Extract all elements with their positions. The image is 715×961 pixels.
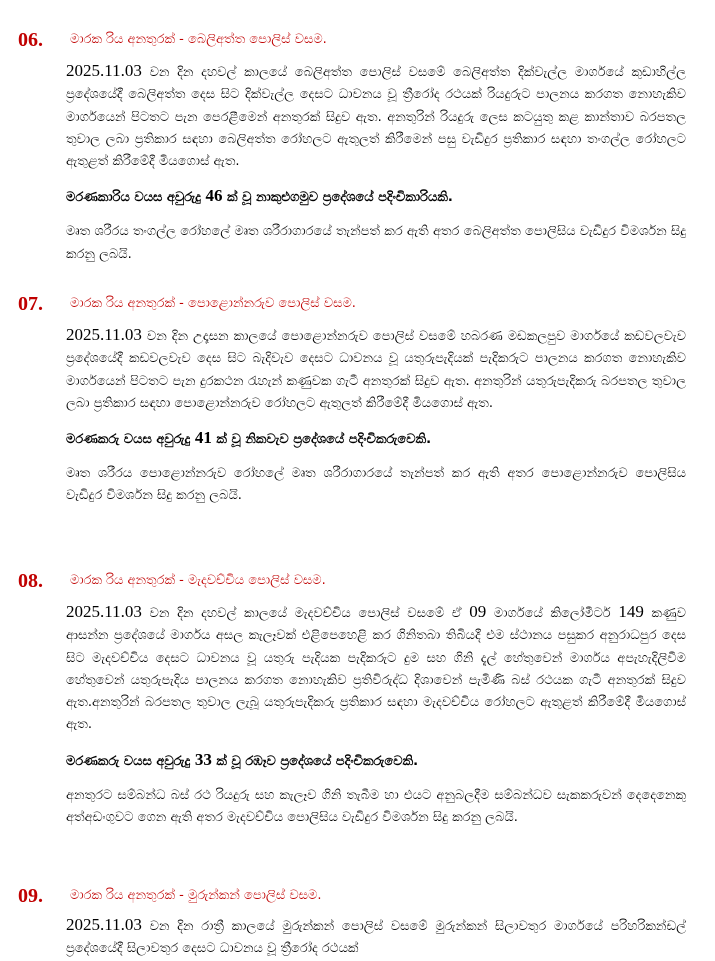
entry-body: 2025.11.03 වන දින දහවල් කාලයේ මැදවච්චිය පොලිස් වසමේ ඒ 09 මාර්ගයේ කිලෝමීටර් 149 කණුව ආසන්න ප්‍රදේශයේ මාර්ගය අසල කැලෑවක් එළිපෙහෙළි කර ගිනිතබා තිබියදී එම ස්ථානය පසුකර අනුරාධපුර දෙස සිට මැදවච්චිය දෙසට ධාවනය වූ යතුරු පැදියක පැදිකරුට දුම සහ ගිනි දැල් හේතුවෙන් මාර්ගය අපැහැදිලිවීම හේතුවෙන් යතුරුපැදිය පාලනය කරගත නොහැකිව ප්‍රතිවිරුද්ධ දිශාවෙන් පැමිණි බස් රථයක ගැටී අනතුරක් සිදුව ඇත.අනතුරින් බරපතල තුවාල ලැබූ යතුරුපැදිකරු ප්‍රතිකාර සඳහා මැදවච්චිය රෝහලට ඇතුළත් කිරීමේදී මියගොස් ඇත. [66,602,687,733]
victim-age: 41 [194,428,212,448]
entry-number: 09. [18,885,43,907]
incident-date: 2025.11.03 [66,602,142,621]
entry-title: මාරක රිය අනතුරක් - මැදවච්චිය පොලිස් වසම. [70,573,326,588]
closing-note: අනතුරට සම්බන්ධ බස් රථ රියදුරු සහ කැලෑව ගිනි තැබීම හා එයට අනුබලදීම සම්බන්ධව සැකකරුවන් දෙදෙනෙකු අත්අඩංගුවට ගෙන ඇති අතර මැදවච්චිය පොලිසිය වැඩිදුර විමර්ශන සිදු කරනු ලබයි. [66,787,686,826]
incident-date: 2025.11.03 [66,325,142,344]
accident-entry-08 [0,569,715,829]
kilometer-post: 149 [618,602,644,621]
entry-number: 08. [18,570,43,592]
entry-number: 06. [18,29,43,51]
entry-title: මාරක රිය අනතුරක් - පොළොන්නරුව පොලිස් වසම. [70,296,356,311]
victim-info: මරණකරු වයස අවුරුදු 33 ක් වූ රඹෑව ප්‍රදේශයේ පදිංචිකරුවෙකි. [66,749,419,769]
accident-entry-06 [0,28,715,266]
entry-body: 2025.11.03 වන දින දහවල් කාලයේ බෙලිඅත්ත පොලිස් වසමේ බෙලිඅත්ත දික්වැල්ල මාර්ගයේ කුඩාහිල්ල ප්‍රදේශයේදී බෙලිඅත්ත දෙස සිට දික්වැල්ල දෙසට ධාවනය වූ ත්‍රීරෝද රථයක් රියදුරුට පාලනය කරගත නොහැකිව මාර්ගයෙන් පිටතට පැන පෙරළීමෙන් අනතුරක් සිදුව ඇත. අනතුරින් රියදුරු ලෙස කටයුතු කළ කාන්තාව බරපතල තුවාල ලබා ප්‍රතිකාර සඳහා බෙලිඅත්ත රෝහලට ඇතුලත් කිරීමෙන් පසු වැඩිදුර ප්‍රතිකාර සඳහා තංගල්ල රෝහලට ඇතුළත් කිරීමේදී මියගොස් ඇත. [66,61,686,170]
closing-note: මෘත ශරීරය පොළොන්නරුව රෝහලේ මෘත ශරීරාගාරයේ තැන්පත් කර ඇති අතර පොළොන්නරුව පොලිසිය වැඩිදුර විමර්ශන සිදු කරනු ලබයි. [66,466,686,504]
entry-title: මාරක රිය අනතුරක් - මුරුන්කන් පොලිස් වසම. [70,888,322,903]
victim-age: 46 [205,186,223,206]
victim-info: මරණකාරිය වයස අවුරුදු 46 ක් වූ නාකුළුගමුව ප්‍රදේශයේ පදිංචිකාරියකි. [66,186,453,206]
entry-body: 2025.11.03 වන දින උදෑසන කාලයේ පොළොන්නරුව පොලිස් වසමේ හබරණ මඩකලපුව මාර්ගයේ කඩවලවැව ප්‍රදේශයේදී කඩවලවැව දෙස සිට බැදිවැව දෙසට ධාවනය වූ යතුරුපැදියක් පැදිකරුට පාලනය කරගත නොහැකිව මාර්ගයෙන් පිටතට පැන දුරකථන රැහැන් කණුවක ගැටී අනතුරක් සිදුව ඇත. අනතුරින් යතුරුපැදිකරු බරපතල තුවාල ලබා ප්‍රතිකාර සඳහා පොළොන්නරුව රෝහලට ඇතුලත් කිරීමේදී මියගොස් ඇත. [66,325,686,411]
accident-entry-07 [0,292,715,508]
closing-note: මෘත ශරීරය තංගල්ල රෝහලේ මෘත ශරීරාගාරයේ තැන්පත් කර ඇති අතර බෙලිඅත්ත පොලිසිය වැඩිදුර විමර්ශන සිදු කරනු ලබයි. [66,224,686,262]
incident-date: 2025.11.03 [66,915,142,934]
entry-title: මාරක රිය අනතුරක් - බෙලිඅත්ත පොලිස් වසම. [70,32,327,47]
victim-age: 33 [194,749,212,769]
victim-info: මරණකරු වයස අවුරුදු 41 ක් වූ නිකවැව ප්‍රදේශයේ පදිංචිකරුවෙකි. [66,428,432,448]
incident-date: 2025.11.03 [66,61,142,80]
accident-entry-09 [0,884,715,961]
entry-body: 2025.11.03 වන දින රාත්‍රී කාලයේ මුරුන්කන් පොලිස් වසමේ මුරුන්කන් සිලාවතුර මාර්ගයේ පරිහරිකන්ඩල් ප්‍රදේශයේදී සිලාවතුර දෙසට ධාවනය වූ ත්‍රීරෝද රථයක් [66,915,686,957]
route-number: 09 [469,602,487,621]
entry-number: 07. [18,293,43,315]
